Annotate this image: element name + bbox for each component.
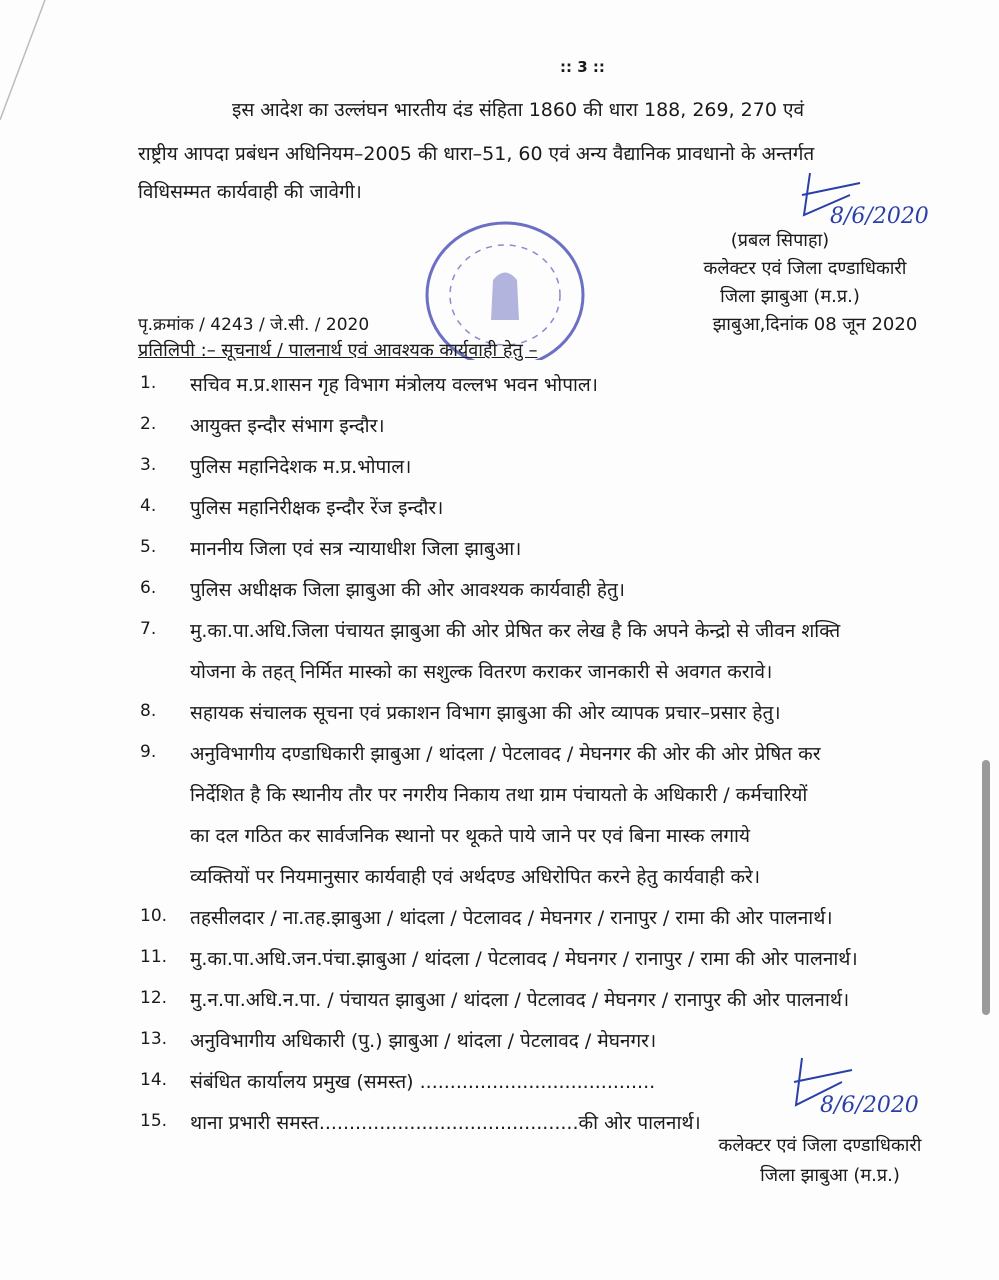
- list-item-number: 1.: [140, 373, 157, 393]
- footer-designation: कलेक्टर एवं जिला दण्डाधिकारी: [718, 1135, 922, 1156]
- list-item-text: मु.का.पा.अधि.जिला पंचायत झाबुआ की ओर प्रेषित कर लेख है कि अपने केन्द्रो से जीवन शक्ति: [190, 620, 841, 642]
- signature-2: [780, 1050, 940, 1125]
- list-item-text: अनुविभागीय दण्डाधिकारी झाबुआ / थांदला / पेटलावद / मेघनगर की ओर की ओर प्रेषित कर: [190, 743, 821, 765]
- list-item-text: आयुक्त इन्दौर संभाग इन्दौर।: [190, 415, 385, 437]
- list-item-text: पुलिस महानिदेशक म.प्र.भोपाल।: [190, 456, 412, 478]
- list-item-number: 7.: [140, 619, 157, 639]
- list-item-number: 8.: [140, 701, 157, 721]
- signatory-designation: कलेक्टर एवं जिला दण्डाधिकारी: [703, 258, 907, 279]
- signature-date: 8/6/2020: [820, 1093, 919, 1118]
- list-item-text: मु.न.पा.अधि.न.पा. / पंचायत झाबुआ / थांदला / पेटलावद / मेघनगर / रानापुर की ओर पालनार्थ।: [190, 989, 850, 1011]
- list-item-text: सचिव म.प्र.शासन गृह विभाग मंत्रोलय वल्लभ भवन भोपाल।: [190, 374, 598, 396]
- paragraph-line-2: राष्ट्रीय आपदा प्रबंधन अधिनियम–2005 की धारा–51, 60 एवं अन्य वैद्यानिक प्रावधानो के अन्तर्गत: [138, 143, 815, 165]
- list-item-text: पुलिस महानिरीक्षक इन्दौर रेंज इन्दौर।: [190, 497, 444, 519]
- list-item-number: 14.: [140, 1070, 168, 1090]
- page-number: :: 3 ::: [560, 58, 605, 76]
- list-item-text: सहायक संचालक सूचना एवं प्रकाशन विभाग झाबुआ की ओर व्यापक प्रचार–प्रसार हेतु।: [190, 702, 781, 724]
- signatory-district: जिला झाबुआ (म.प्र.): [720, 286, 860, 307]
- list-item-text: योजना के तहत् निर्मित मास्को का सशुल्क वितरण कराकर जानकारी से अवगत करावे।: [190, 661, 773, 683]
- list-item-text: अनुविभागीय अधिकारी (पु.) झाबुआ / थांदला / पेटलावद / मेघनगर।: [190, 1030, 657, 1052]
- list-item-number: 12.: [140, 988, 168, 1008]
- list-item-text: तहसीलदार / ना.तह.झाबुआ / थांदला / पेटलावद / मेघनगर / रानापुर / रामा की ओर पालनार्थ।: [190, 907, 833, 929]
- scrollbar[interactable]: [982, 760, 990, 1015]
- list-item-number: 9.: [140, 742, 157, 762]
- footer-district: जिला झाबुआ (म.प्र.): [760, 1165, 900, 1186]
- list-item-number: 13.: [140, 1029, 168, 1049]
- signatory-name: (प्रबल सिपाहा): [730, 230, 830, 251]
- list-item-number: 11.: [140, 947, 168, 967]
- paragraph-line-1: इस आदेश का उल्लंघन भारतीय दंड संहिता 1860 की धारा 188, 269, 270 एवं: [232, 99, 805, 121]
- signature-1: [790, 165, 940, 235]
- list-item-text: माननीय जिला एवं सत्र न्यायाधीश जिला झाबुआ।: [190, 538, 522, 560]
- copy-heading: प्रतिलिपी :– सूचनार्थ / पालनार्थ एवं आवश्यक कार्यवाही हेतु –: [138, 340, 538, 361]
- list-item-number: 5.: [140, 537, 157, 557]
- list-item-text: थाना प्रभारी समस्त...........................................की ओर पालनार्थ।: [190, 1112, 701, 1134]
- list-item-number: 2.: [140, 414, 157, 434]
- list-item-number: 15.: [140, 1111, 168, 1131]
- list-item-text: मु.का.पा.अधि.जन.पंचा.झाबुआ / थांदला / पेटलावद / मेघनगर / रानापुर / रामा की ओर पालनार्थ।: [190, 948, 858, 970]
- list-item-text: व्यक्तियों पर नियमानुसार कार्यवाही एवं अर्थदण्ड अधिरोपित करने हेतु कार्यवाही करे।: [190, 866, 761, 888]
- list-item-number: 3.: [140, 455, 157, 475]
- list-item-text: पुलिस अधीक्षक जिला झाबुआ की ओर आवश्यक कार्यवाही हेतु।: [190, 579, 626, 601]
- paragraph-line-3: विधिसम्मत कार्यवाही की जावेगी।: [138, 181, 362, 203]
- list-item-text: निर्देशित है कि स्थानीय तौर पर नगरीय निकाय तथा ग्राम पंचायतो के अधिकारी / कर्मचारियों: [190, 784, 808, 806]
- list-item-number: 6.: [140, 578, 157, 598]
- signatory-place-date: झाबुआ,दिनांक 08 जून 2020: [712, 314, 918, 335]
- list-item-text: संबंधित कार्यालय प्रमुख (समस्त) .......................................: [190, 1071, 656, 1093]
- signature-date: 8/6/2020: [830, 204, 929, 229]
- reference-number: पृ.क्रमांक / 4243 / जे.सी. / 2020: [138, 315, 370, 335]
- list-item-number: 10.: [140, 906, 168, 926]
- list-item-text: का दल गठित कर सार्वजनिक स्थानो पर थूकते पाये जाने पर एवं बिना मास्क लगाये: [190, 825, 750, 847]
- list-item-number: 4.: [140, 496, 157, 516]
